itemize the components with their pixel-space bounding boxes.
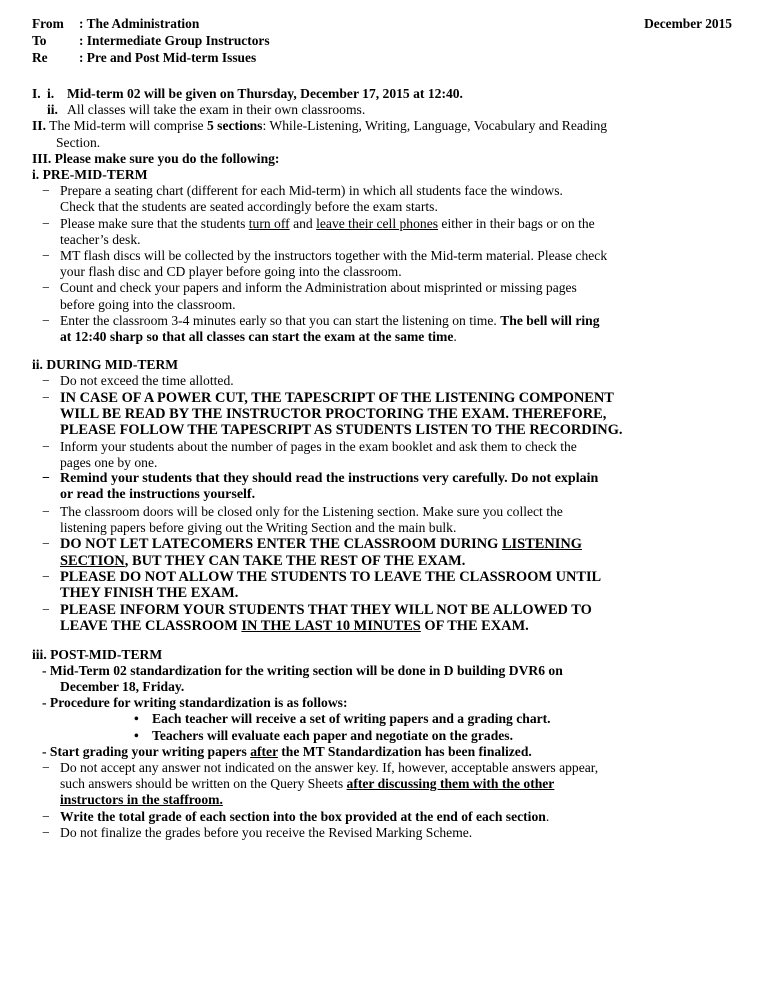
list-item bbox=[42, 439, 732, 471]
bullet-text: Teachers will evaluate each paper and negotiate on the grades. bbox=[152, 727, 513, 743]
item-text: THEY FINISH THE EXAM. bbox=[60, 585, 239, 602]
section-1-line-i bbox=[32, 86, 732, 102]
post-item-c: - Start grading your writing papers after the MT Standardization has been finalized. bbox=[42, 743, 532, 759]
item-text-underlined: instructors in the staffroom. bbox=[60, 792, 223, 808]
item-text-underlined: after discussing them with the other bbox=[346, 776, 555, 792]
bullet-item bbox=[134, 728, 732, 744]
item-text-bold: Write the total grade of each section into the box provided at the end of each section bbox=[60, 808, 546, 824]
item-text: , BUT THEY CAN TAKE THE REST OF THE EXAM. bbox=[124, 552, 466, 569]
list-item bbox=[42, 760, 732, 809]
list-item bbox=[42, 569, 732, 602]
header-value: : The Administration bbox=[79, 16, 200, 31]
item-text: either in their bags or on the bbox=[438, 215, 595, 231]
section-2-line bbox=[32, 118, 732, 134]
item-text: Inform your students about the number of pages in the exam booklet and ask them to check the bbox=[60, 438, 577, 454]
dash-marker: − bbox=[42, 373, 50, 389]
item-text: before going into the classroom. bbox=[60, 296, 236, 312]
item-text: The classroom doors will be closed only for the Listening section. Make sure you collect the bbox=[60, 503, 563, 519]
dash-marker: − bbox=[42, 183, 50, 199]
section-2-cont: Section. bbox=[56, 134, 101, 150]
list-item bbox=[42, 183, 732, 215]
section-text-bold: 5 sections bbox=[206, 118, 263, 134]
dash-marker: − bbox=[42, 248, 50, 264]
bullet-item bbox=[134, 711, 732, 727]
item-text: IN CASE OF A POWER CUT, THE TAPESCRIPT OF THE LISTENING COMPONENT bbox=[60, 389, 614, 406]
bullet-text: Each teacher will receive a set of writing papers and a grading chart. bbox=[152, 711, 551, 727]
dash-marker: − bbox=[42, 503, 50, 519]
item-text: Do not exceed the time allotted. bbox=[60, 373, 234, 389]
header-key: Re bbox=[32, 50, 48, 65]
item-text: Do not accept any answer not indicated on the answer key. If, however, acceptable answers appear, bbox=[60, 759, 599, 775]
list-item: − Write the total grade of each section into the box provided at the end of each section. bbox=[42, 808, 550, 824]
item-text: Enter the classroom 3-4 minutes early so that you can start the listening on time. bbox=[60, 312, 501, 328]
item-text: DO NOT LET LATECOMERS ENTER THE CLASSROOM DURING bbox=[60, 536, 502, 553]
item-text: pages one by one. bbox=[60, 455, 158, 471]
item-text-underlined: SECTION bbox=[60, 552, 125, 569]
post-midterm-heading: iii. POST-MID-TERM bbox=[32, 646, 163, 662]
list-item bbox=[42, 216, 732, 248]
item-text-bold: The bell will ring bbox=[500, 312, 600, 328]
list-item: − Enter the classroom 3-4 minutes early so that you can start the listening on time. The bell will ring at 12:40 sharp so that all classes can start the exam at the same time. bbox=[42, 312, 600, 345]
item-text: Prepare a seating chart (different for each Mid-term) in which all students face the windows. bbox=[60, 183, 563, 199]
item-text: PLEASE FOLLOW THE TAPESCRIPT AS STUDENTS LISTEN TO THE RECORDING. bbox=[60, 422, 623, 439]
dash-marker: − bbox=[42, 808, 50, 824]
item-text: listening papers before giving out the Writing Section and the main bulk. bbox=[60, 519, 457, 535]
item-text: PLEASE DO NOT ALLOW THE STUDENTS TO LEAVE THE CLASSROOM UNTIL bbox=[60, 568, 602, 585]
header-row-re bbox=[32, 50, 732, 67]
item-text-underlined: LISTENING bbox=[501, 536, 582, 553]
item-text-underlined: leave their cell phones bbox=[316, 215, 439, 231]
item-text: such answers should be written on the Query Sheets bbox=[60, 776, 347, 792]
item-text: Count and check your papers and inform the Administration about misprinted or missing pages bbox=[60, 280, 577, 296]
dash-marker: − bbox=[42, 312, 50, 328]
list-item bbox=[42, 471, 732, 503]
item-text: Please make sure that the students bbox=[60, 215, 249, 231]
during-midterm-heading: ii. DURING MID-TERM bbox=[32, 357, 179, 373]
dash-marker: − bbox=[42, 389, 50, 405]
item-label: i. bbox=[47, 86, 55, 101]
item-text-bold: at 12:40 sharp so that all classes can start the exam at the same time bbox=[60, 329, 454, 345]
header-value: : Intermediate Group Instructors bbox=[79, 33, 270, 48]
dash-marker: − bbox=[42, 824, 50, 840]
item-text: Do not finalize the grades before you receive the Revised Marking Scheme. bbox=[60, 824, 473, 840]
item-text: and bbox=[289, 215, 317, 231]
item-text: teacher’s desk. bbox=[60, 231, 141, 247]
item-text: LEAVE THE CLASSROOM bbox=[60, 618, 242, 635]
dash-marker: − bbox=[42, 215, 50, 231]
item-text: your flash disc and CD player before going into the classroom. bbox=[60, 264, 402, 280]
list-item bbox=[42, 504, 732, 536]
post-item-b: - Procedure for writing standardization is as follows: bbox=[42, 695, 348, 711]
post-item-a-cont: December 18, Friday. bbox=[60, 678, 185, 694]
section-3-heading: III. Please make sure you do the following: bbox=[32, 150, 280, 166]
memo-header bbox=[32, 16, 732, 67]
dash-marker: − bbox=[42, 536, 50, 552]
item-text: All classes will take the exam in their own classrooms. bbox=[67, 102, 366, 118]
dash-marker: − bbox=[42, 759, 50, 775]
item-text: WILL BE READ BY THE INSTRUCTOR PROCTORING THE EXAM. THEREFORE, bbox=[60, 406, 607, 423]
item-label: ii. bbox=[47, 102, 58, 118]
pre-midterm-heading: i. PRE-MID-TERM bbox=[32, 167, 148, 183]
memo-date: December 2015 bbox=[644, 16, 732, 31]
section-text: : While-Listening, Writing, Language, Vocabulary and Reading bbox=[262, 118, 608, 134]
item-text: or read the instructions yourself. bbox=[60, 487, 256, 503]
section-number: II. bbox=[32, 118, 46, 134]
dash-marker: − bbox=[42, 280, 50, 296]
bullet-marker: • bbox=[134, 711, 139, 727]
item-text: Remind your students that they should read the instructions very carefully. Do not explain bbox=[60, 471, 599, 487]
list-item bbox=[42, 602, 732, 635]
list-item bbox=[42, 248, 732, 280]
dash-marker: − bbox=[42, 601, 50, 617]
item-text-underlined: after bbox=[250, 743, 278, 759]
list-item bbox=[42, 280, 732, 312]
item-text-underlined: IN THE LAST 10 MINUTES bbox=[241, 618, 421, 635]
item-text: PLEASE INFORM YOUR STUDENTS THAT THEY WILL NOT BE ALLOWED TO bbox=[60, 601, 592, 618]
dash-marker: − bbox=[42, 438, 50, 454]
list-item bbox=[42, 373, 732, 389]
list-item bbox=[42, 536, 732, 569]
header-row-to bbox=[32, 33, 732, 50]
list-item bbox=[42, 825, 732, 841]
item-text: Check that the students are seated accordingly before the exam starts. bbox=[60, 199, 438, 215]
section-1-line-ii bbox=[32, 102, 732, 118]
memo-body bbox=[32, 86, 732, 841]
item-text: OF THE EXAM. bbox=[420, 618, 529, 635]
item-text-underlined: turn off bbox=[248, 215, 290, 231]
header-key: To bbox=[32, 33, 47, 48]
item-text: MT flash discs will be collected by the instructors together with the Mid-term material. Please check bbox=[60, 248, 608, 264]
list-item bbox=[42, 390, 732, 439]
header-value: : Pre and Post Mid-term Issues bbox=[79, 50, 257, 65]
item-text: Mid-term 02 will be given on Thursday, December 17, 2015 at 12:40. bbox=[67, 86, 463, 101]
dash-marker: − bbox=[42, 568, 50, 584]
header-key: From bbox=[32, 16, 64, 31]
section-number: I. bbox=[32, 86, 41, 101]
dash-marker: − bbox=[42, 471, 50, 487]
section-text: The Mid-term will comprise bbox=[49, 118, 207, 134]
bullet-marker: • bbox=[134, 727, 139, 743]
post-item-a: - Mid-Term 02 standardization for the writing section will be done in D building DVR6 on bbox=[42, 662, 563, 678]
header-row-from bbox=[32, 16, 732, 33]
